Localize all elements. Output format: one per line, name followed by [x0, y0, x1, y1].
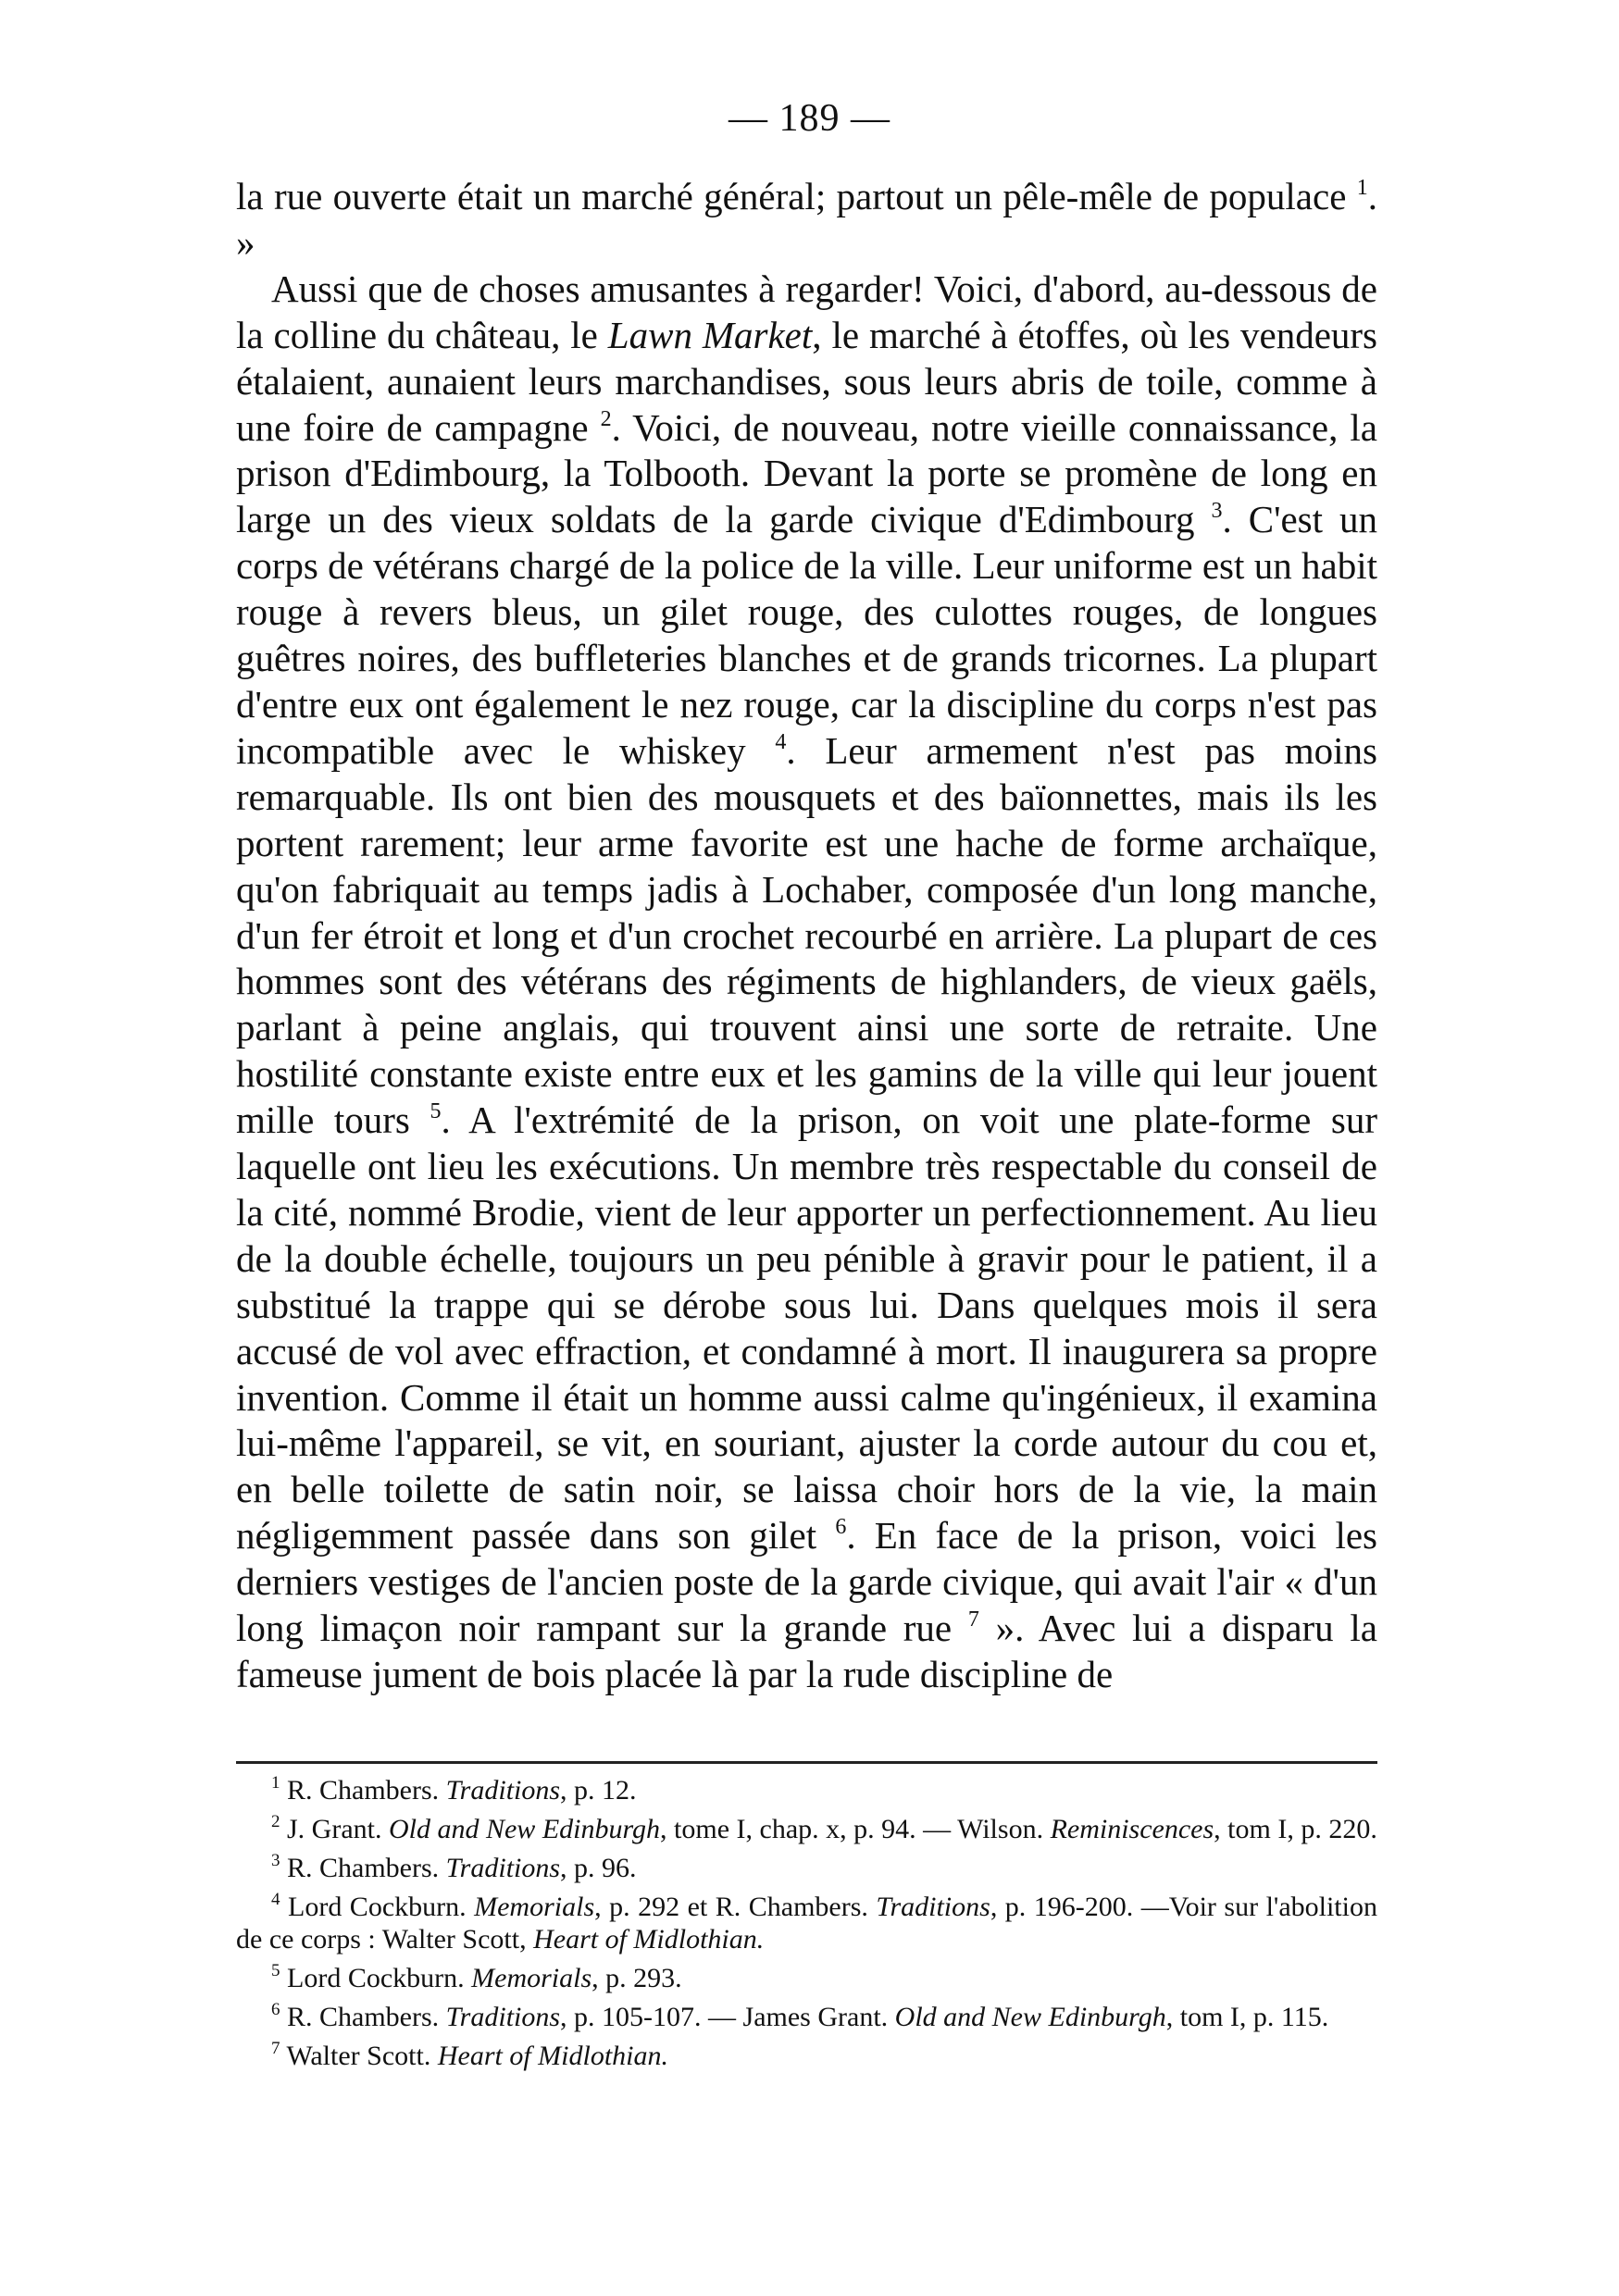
- text-run: . Voici, de nouveau, notre vieille connaissance, la prison d'Edimbourg, la Tolbooth. Devant la porte se promène de long en large un des vieux soldats de la garde civique d'Edimbourg: [236, 405, 1377, 541]
- italic-text: Reminiscences: [1050, 1814, 1214, 1844]
- footnote-rule: [236, 1761, 1377, 1764]
- text-run: , le marché à étoffes, où les vendeurs étalaient, aunaient leurs marchandises, sous leurs abris de toile, comme à une foire de campagne: [236, 313, 1377, 449]
- text-run: . »: [236, 175, 1377, 264]
- italic-text: Heart of Midlothian.: [533, 1923, 765, 1955]
- text-run: R. Chambers.: [280, 1775, 446, 1806]
- text-run: , p. 96.: [560, 1853, 637, 1883]
- italic-text: Memorials: [471, 1962, 592, 1993]
- text-run: J. Grant.: [280, 1814, 389, 1844]
- text-run: Lord Cockburn.: [280, 1892, 475, 1922]
- paragraph: [236, 174, 1377, 267]
- text-run: , p. 196-200. —Voir sur l'abolition de ce corps : Walter Scott,: [236, 1892, 1377, 1955]
- italic-text: Old and New Edinburgh: [894, 2001, 1166, 2032]
- text-run: , tom I, p. 220.: [1214, 1814, 1377, 1844]
- footnote-mark: 5: [271, 1960, 280, 1980]
- text-run: , tom I, p. 115.: [1165, 2001, 1329, 2032]
- italic-text: Traditions: [445, 2001, 561, 2032]
- footnote: [236, 1892, 1377, 1955]
- italic-text: Traditions: [876, 1892, 990, 1922]
- footnote-ref: 2: [600, 406, 612, 431]
- text-run: , p. 12.: [560, 1775, 637, 1806]
- footnote-mark: 3: [271, 1851, 280, 1870]
- text-run: Aussi que de choses amusantes à regarder! Voici, d'abord, au-dessous de la colline du château, le: [236, 267, 1377, 356]
- paragraph: [236, 267, 1377, 1698]
- footnote-ref: 4: [775, 729, 787, 754]
- italic-text: Heart of Midlothian.: [437, 2040, 668, 2071]
- italic-text: Traditions: [445, 1775, 561, 1806]
- footnote: [236, 1814, 1377, 1846]
- footnote-ref: 1: [1356, 176, 1368, 200]
- text-run: R. Chambers.: [280, 2001, 446, 2032]
- footnote-mark: 1: [271, 1773, 280, 1793]
- footnote: [236, 2038, 1377, 2073]
- footnote: [236, 1775, 1377, 1807]
- page-number: — 189 —: [729, 97, 890, 140]
- italic-text: Lawn Market: [607, 313, 813, 356]
- text-run: , p. 105-107. — James Grant.: [560, 2001, 895, 2032]
- footnote-ref: 7: [967, 1607, 979, 1632]
- text-run: la rue ouverte était un marché général; partout un pêle-mêle de populace: [236, 175, 1357, 217]
- footnote-ref: 6: [835, 1515, 847, 1540]
- footnote-ref: 3: [1211, 499, 1223, 524]
- text-run: . A l'extrémité de la prison, on voit une plate-forme sur laquelle ont lieu les exécutions. Un membre très respectable du conseil de la cité, nommé Brodie, vient de leur apporter un perfectionnement. Au lieu de la double échelle, toujours un peu pénible à gravir pour le patient, il a substitué la trappe qui se dérobe sous lui. Dans quelques mois il sera accusé de vol avec effraction, et condamné à mort. Il inaugurera sa propre invention. Comme il était un homme aussi calme qu'ingénieux, il examina lui-même l'appareil, se vit, en souriant, ajuster la corde autour du cou et, en belle toilette de satin noir, se laissa choir hors de la vie, la main négligemment passée dans son gilet: [236, 1098, 1378, 1558]
- text-run: , p. 293.: [592, 1962, 682, 1993]
- text-run: . En face de la prison, voici les derniers vestiges de l'ancien poste de la garde civique, qui avait l'air « d'un long limaçon noir rampant sur la grande rue: [236, 1514, 1377, 1650]
- footnote: [236, 1999, 1377, 2034]
- text-run: , tome I, chap. x, p. 94. — Wilson.: [660, 1814, 1051, 1844]
- text-run: , p. 292 et R. Chambers.: [594, 1892, 877, 1922]
- text-run: ». Avec lui a disparu la fameuse jument de bois placée là par la rude discipline de: [236, 1607, 1377, 1695]
- footnote-mark: 6: [271, 1999, 280, 2019]
- text-run: . C'est un corps de vétérans chargé de la police de la ville. Leur uniforme est un habit rouge à revers bleus, un gilet rouge, des culottes rouges, de longues guêtres noires, des buffleteries blanches et de grands tricornes. La plupart d'entre eux ont également le nez rouge, car la discipline du corps n'est pas incompatible avec le whiskey: [236, 498, 1377, 772]
- italic-text: Old and New Edinburgh: [388, 1814, 661, 1844]
- footnote: [236, 1853, 1377, 1885]
- footnote-ref: 5: [430, 1099, 442, 1124]
- footnote-mark: 7: [271, 2038, 280, 2058]
- text-run: Walter Scott.: [280, 2040, 438, 2071]
- footnote: [236, 1960, 1377, 1995]
- text-run: . Leur armement n'est pas moins remarquable. Ils ont bien des mousquets et des baïonnettes, mais ils les portent rarement; leur arme favorite est une hache de forme archaïque, qu'on fabriquait au temps jadis à Lochaber, composée d'un long manche, d'un fer étroit et long et d'un crochet recourbé en arrière. La plupart de ces hommes sont des vétérans des régiments de highlanders, de vieux gaëls, parlant à peine anglais, qui trouvent ainsi une sorte de retraite. Une hostilité constante existe entre eux et les gamins de la ville qui leur jouent mille tours: [236, 728, 1377, 1142]
- footnotes: [236, 1775, 1377, 2079]
- italic-text: Traditions: [445, 1853, 561, 1883]
- footnote-mark: 4: [271, 1890, 280, 1909]
- body-text: [236, 174, 1377, 1698]
- italic-text: Memorials: [474, 1892, 595, 1922]
- text-run: R. Chambers.: [280, 1853, 446, 1883]
- footnote-mark: 2: [271, 1812, 280, 1831]
- text-run: Lord Cockburn.: [280, 1962, 472, 1993]
